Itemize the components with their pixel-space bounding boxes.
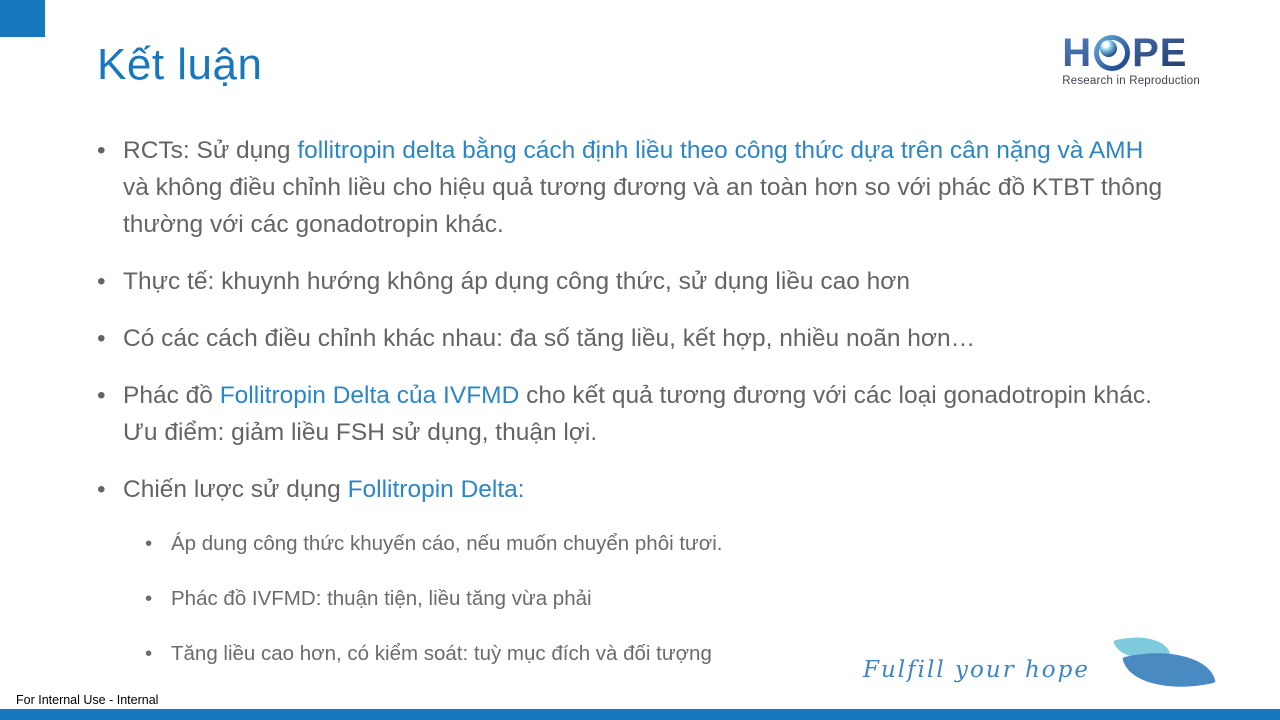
page-title: Kết luận (97, 40, 263, 89)
bullet-text: Thực tế: khuynh hướng không áp dụng công thức, sử dụng liều cao hơn (123, 267, 910, 295)
bullet-text: Áp dung công thức khuyến cáo, nếu muốn chuyển phôi tươi. (171, 531, 723, 555)
bullet-marker: • (97, 381, 106, 409)
eye-ball (1100, 40, 1117, 57)
bullet-marker: • (145, 586, 153, 610)
bullet-text: Phác đồ IVFMD: thuận tiện, liều tăng vừa phải (171, 586, 592, 610)
bullet-item (97, 321, 1172, 358)
sub-bullet-item (145, 584, 1172, 613)
bullet-marker: • (145, 642, 153, 666)
slogan-text: Fulfill your hope (863, 657, 1090, 683)
bullet-marker: • (97, 137, 106, 164)
bullet-item (97, 472, 1172, 509)
bullet-item (97, 264, 1172, 301)
hope-logo (1062, 33, 1200, 87)
bottom-accent-bar (0, 709, 1280, 720)
bullet-list (97, 133, 1172, 694)
bullet-item (97, 133, 1172, 244)
sub-bullet-item (145, 529, 1172, 558)
bullet-text: Phác đồ Follitropin Delta của IVFMD cho kết quả tương đương với các loại gonadotropin khác. Ưu điểm: giảm liều FSH sử dụng, thuận lợi. (123, 381, 1152, 446)
footer-brand (863, 632, 1208, 698)
leaf-logo-icon (1108, 632, 1208, 698)
bullet-text: Có các cách điều chỉnh khác nhau: đa số tăng liều, kết hợp, nhiều noãn hơn… (123, 324, 976, 352)
bullet-marker: • (97, 267, 106, 295)
hope-letter-h: H (1062, 31, 1093, 75)
hope-logo-tagline: Research in Reproduction (1062, 75, 1200, 87)
bullet-text: RCTs: Sử dụng follitropin delta bằng cách định liều theo công thức dựa trên cân nặng và AMH và không điều chỉnh liều cho hiệu quả tương đương và an toàn hơn so với phác đồ KTBT thông thường với các gonadotropin khác. (123, 137, 1163, 238)
eye-swirl-icon (1094, 35, 1130, 71)
bullet-text: Chiến lược sử dụng Follitropin Delta: (123, 475, 525, 503)
bullet-marker: • (97, 475, 106, 503)
corner-accent-block (0, 0, 45, 37)
bullet-marker: • (97, 324, 106, 352)
bullet-text: Tăng liều cao hơn, có kiểm soát: tuỳ mục đích và đối tượng (171, 642, 712, 666)
classification-label: For Internal Use - Internal (16, 693, 159, 707)
hope-letters-pe: PE (1132, 31, 1188, 75)
bullet-item (97, 378, 1172, 452)
bullet-marker: • (145, 531, 153, 555)
hope-logo-word (1062, 33, 1200, 73)
